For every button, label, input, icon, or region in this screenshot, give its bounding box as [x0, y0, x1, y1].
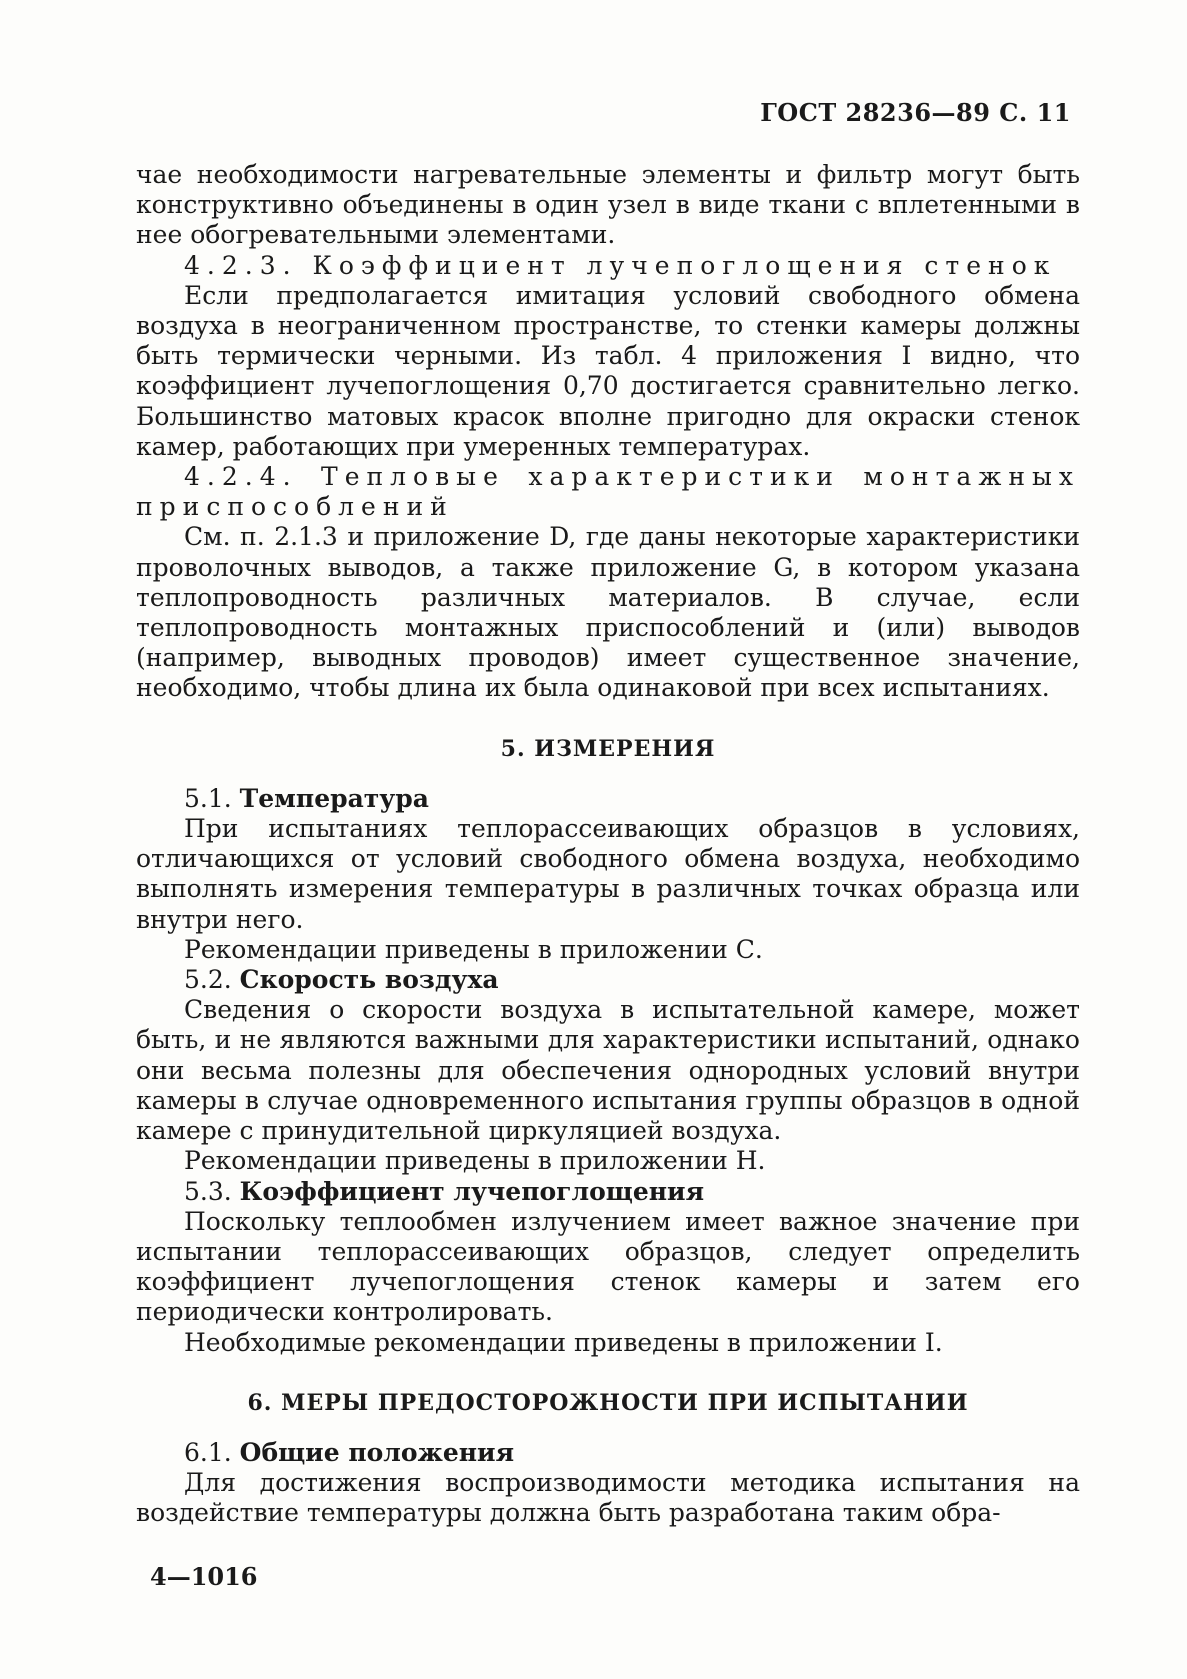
section-6-title: 6. МЕРЫ ПРЕДОСТОРОЖНОСТИ ПРИ ИСПЫТАНИИ: [247, 1389, 969, 1416]
subsection-4-2-3-heading: 4.2.3. Коэффициент лучепоглощения стенок: [184, 250, 1057, 280]
subsection-4-2-4-heading: 4.2.4. Тепловые характеристики монтажных приспособлений: [136, 462, 1080, 522]
section-5-title: 5. ИЗМЕРЕНИЯ: [500, 735, 716, 762]
subsection-5-3-text: Поскольку теплообмен излучением имеет важное значение при испытании теплорассеивающих образцов, следует определить коэффициент лучепоглощения стенок камеры и затем его периодически контролировать.: [136, 1206, 1080, 1327]
subsection-5-2-recommendation: Рекомендации приведены в приложении Н.: [184, 1146, 766, 1176]
subsection-5-2-title: Скорость воздуха: [239, 965, 499, 995]
page-footer-code: 4—1016: [150, 1562, 258, 1591]
subsection-4-2-4-title: [136, 462, 1080, 522]
subsection-5-3-recommendation: Необходимые рекомендации приведены в приложении I.: [184, 1327, 943, 1357]
subsection-5-1-text: При испытаниях теплорассеивающих образцов в условиях, отличающихся от условий свободного обмена воздуха, необходимо выполнять измерения температуры в различных точках образца или внутри него.: [136, 814, 1080, 934]
subsection-6-1-title: Общие положения: [239, 1437, 515, 1467]
subsection-6-1-number: 6.1.: [184, 1437, 232, 1467]
document-body: [136, 160, 1080, 1529]
subsection-5-3-number: 5.3.: [184, 1176, 232, 1206]
subsection-5-1-number: 5.1.: [184, 783, 232, 813]
subsection-5-1-heading: [136, 784, 1080, 814]
subsection-6-1-text: Для достижения воспроизводимости методика испытания на воздействие температуры должна быть разработана таким обра-: [136, 1468, 1080, 1528]
document-header: ГОСТ 28236—89 С. 11: [760, 98, 1071, 127]
subsection-5-2-text: Сведения о скорости воздуха в испытательной камере, может быть, и не являются важными для характеристики испытаний, однако они весьма полезны для обеспечения однородных условий внутри камеры в случае одновременного испытания группы образцов в одной камере с принудительной циркуляцией воздуха.: [136, 995, 1080, 1146]
subsection-6-1-heading: [136, 1438, 1080, 1468]
subsection-5-2-heading: [136, 965, 1080, 995]
subsection-5-1-title: Температура: [239, 783, 429, 813]
subsection-5-1-recommendation: Рекомендации приведены в приложении С.: [184, 934, 763, 964]
subsection-5-3-title: Коэффициент лучепоглощения: [239, 1176, 705, 1206]
subsection-4-2-3-title: [136, 251, 1080, 281]
subsection-4-2-3-text: Если предполагается имитация условий свободного обмена воздуха в неограниченном пространстве, то стенки камеры должны быть термически черными. Из табл. 4 приложения I видно, что коэффициент лучепоглощения 0,70 достигается сравнительно легко. Большинство матовых красок вполне пригодно для окраски стенок камер, работающих при умеренных температурах.: [136, 280, 1080, 461]
subsection-4-2-4-text: См. п. 2.1.3 и приложение D, где даны некоторые характеристики проволочных выводов, а также приложение G, в котором указана теплопроводность различных материалов. В случае, если теплопроводность монтажных приспособлений и (или) выводов (например, выводных проводов) имеет существенное значение, необходимо, чтобы длина их была одинаковой при всех испытаниях.: [136, 522, 1080, 703]
paragraph-continuation: чае необходимости нагревательные элементы и фильтр могут быть конструктивно объединены в один узел в виде ткани с вплетенными в нее обогревательными элементами.: [136, 160, 1080, 250]
subsection-5-2-number: 5.2.: [184, 965, 232, 995]
subsection-5-3-heading: [136, 1177, 1080, 1207]
